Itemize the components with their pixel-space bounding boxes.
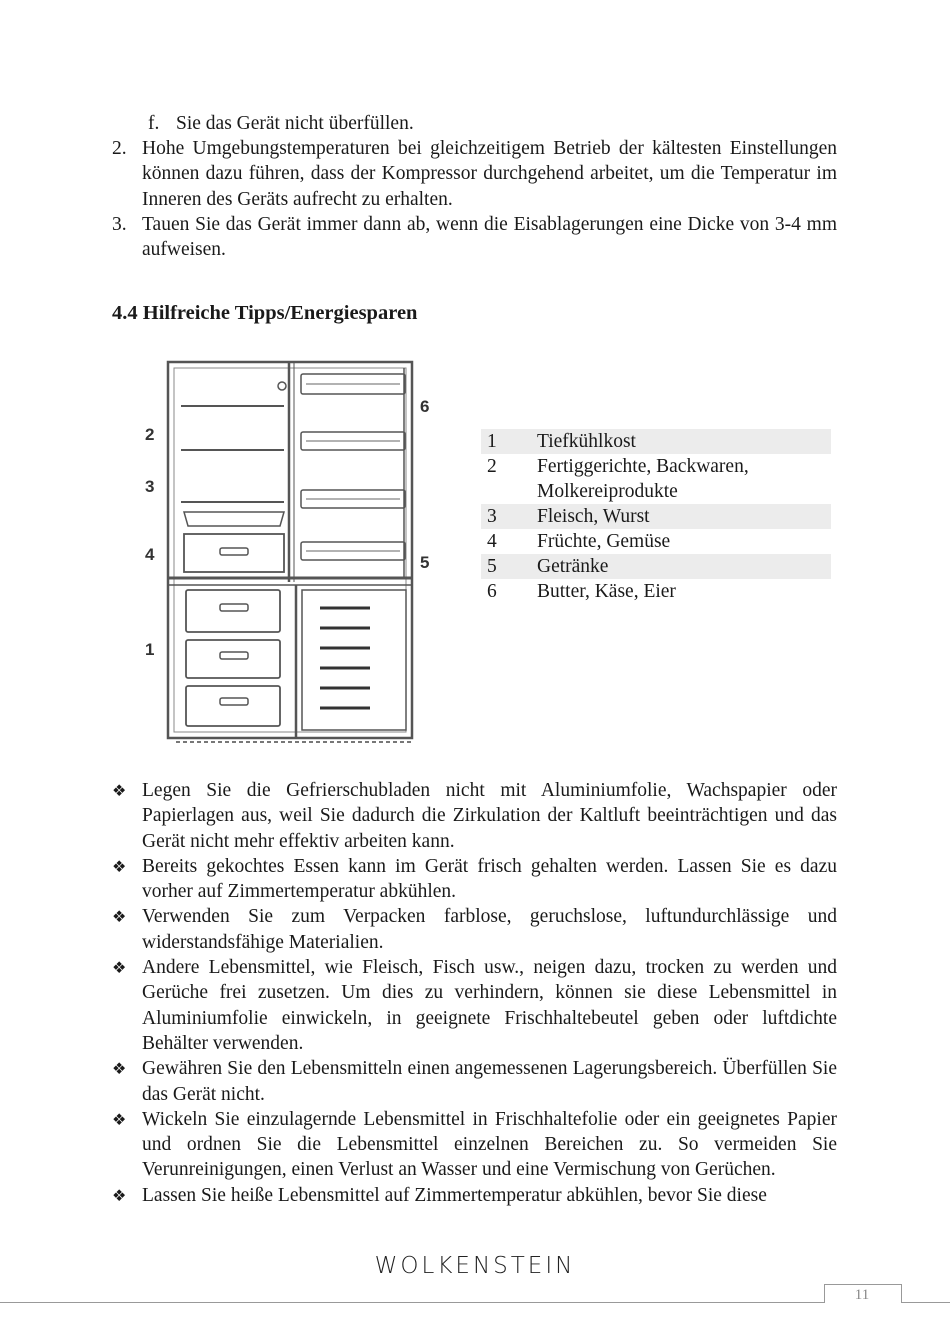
bullet-icon: ❖ (112, 907, 127, 927)
diagram-label-6: 6 (420, 397, 430, 416)
table-row (481, 429, 831, 454)
legend-number: 1 (481, 429, 537, 454)
legend-number: 5 (481, 554, 537, 579)
legend-label: Getränke (537, 554, 831, 579)
legend-label: Früchte, Gemüse (537, 531, 671, 552)
bullet-icon: ❖ (112, 1109, 127, 1129)
table-row (481, 529, 831, 554)
bullet-icon: ❖ (112, 958, 127, 978)
legend-number: 2 (487, 456, 497, 477)
legend-number: 3 (481, 504, 537, 529)
table-row (481, 579, 831, 604)
list-item (112, 1056, 837, 1107)
list-item-f (148, 111, 848, 136)
list-item (112, 1183, 837, 1208)
diagram-label-5: 5 (420, 553, 430, 572)
legend-label: Fertiggerichte, Backwaren, Molkereiprodukte (537, 456, 749, 502)
section-heading: 4.4 Hilfreiche Tipps/Energiesparen (112, 302, 418, 324)
list-item (112, 854, 837, 905)
legend-number: 4 (487, 531, 497, 552)
tip-text: Gewähren Sie den Lebensmitteln einen angemessenen Lagerungsbereich. Überfüllen Sie das Gerät nicht. (142, 1058, 837, 1105)
fridge-diagram (136, 350, 436, 750)
bullet-icon: ❖ (112, 1059, 127, 1079)
legend-number: 6 (487, 581, 497, 602)
diagram-label-1: 1 (145, 640, 155, 659)
tip-text: Verwenden Sie zum Verpacken farblose, geruchslose, luftundurchlässige und widerstandsfähige Materialien. (142, 906, 837, 953)
numbered-list (112, 136, 837, 262)
tip-text: Bereits gekochtes Essen kann im Gerät frisch gehalten werden. Lassen Sie es dazu vorher auf Zimmertemperatur abkühlen. (142, 855, 837, 903)
list-marker: f. (148, 113, 160, 134)
list-item (112, 955, 837, 1056)
list-item-text: Tauen Sie das Gerät immer dann ab, wenn die Eisablagerungen eine Dicke von 3-4 mm aufweisen. (142, 213, 837, 261)
list-item (112, 778, 837, 854)
legend-label: Butter, Käse, Eier (537, 581, 676, 602)
tips-list (112, 778, 837, 1208)
list-item (112, 136, 837, 212)
page-number: 11 (854, 1287, 870, 1303)
tip-text: Wickeln Sie einzulagernde Lebensmittel in Frischhaltefolie oder ein geeignetes Papier und ordnen Sie die Lebensmittel einzelnen Bereichen zu. So vermeiden Sie Verunreinigungen, einen Verlust an Wasser und eine Vermischung von Gerüchen. (142, 1108, 837, 1181)
tip-text: Legen Sie die Gefrierschubladen nicht mit Aluminiumfolie, Wachspapier oder Papierlagen aus, weil Sie dadurch die Zirkulation der Kaltluft beeinträchtigen und das Gerät nicht mehr effektiv arbeiten kann. (142, 780, 837, 852)
diagram-label-4: 4 (145, 545, 155, 564)
table-row (481, 504, 831, 529)
list-marker: 2. (112, 138, 127, 159)
list-item (112, 904, 837, 955)
brand-logo: WOLKENSTEIN (374, 1253, 576, 1279)
list-item (112, 1107, 837, 1183)
list-item-text: Hohe Umgebungstemperaturen bei gleichzeitigem Betrieb der kältesten Einstellungen können dazu führen, dass der Kompressor durchgehend arbeitet, um die Temperatur im Inneren des Geräts aufrecht zu erhalten. (142, 138, 837, 210)
tip-text: Andere Lebensmittel, wie Fleisch, Fisch usw., neigen dazu, trocken zu werden und Gerüche frei zusetzen. Um dies zu verhindern, können sie diese Lebensmittel in Aluminiumfolie einwickeln, in geeignete Frischhaltebeutel geben oder luftdichte Behälter verwenden. (142, 957, 837, 1054)
bullet-icon: ❖ (112, 781, 127, 800)
list-item-text: Sie das Gerät nicht überfüllen. (176, 113, 414, 134)
tip-text: Lassen Sie heiße Lebensmittel auf Zimmertemperatur abkühlen, bevor Sie diese (142, 1184, 767, 1206)
diagram-label-2: 2 (145, 425, 155, 444)
footer-divider (0, 1302, 950, 1303)
table-row (481, 554, 831, 579)
legend-table (481, 429, 831, 604)
diagram-label-3: 3 (145, 477, 155, 496)
legend-label: Tiefkühlkost (537, 429, 831, 454)
list-item (112, 212, 837, 263)
legend-label: Fleisch, Wurst (537, 504, 831, 529)
bullet-icon: ❖ (112, 1185, 127, 1205)
list-marker: 3. (112, 213, 127, 235)
table-row (481, 454, 831, 504)
bullet-icon: ❖ (112, 856, 127, 876)
